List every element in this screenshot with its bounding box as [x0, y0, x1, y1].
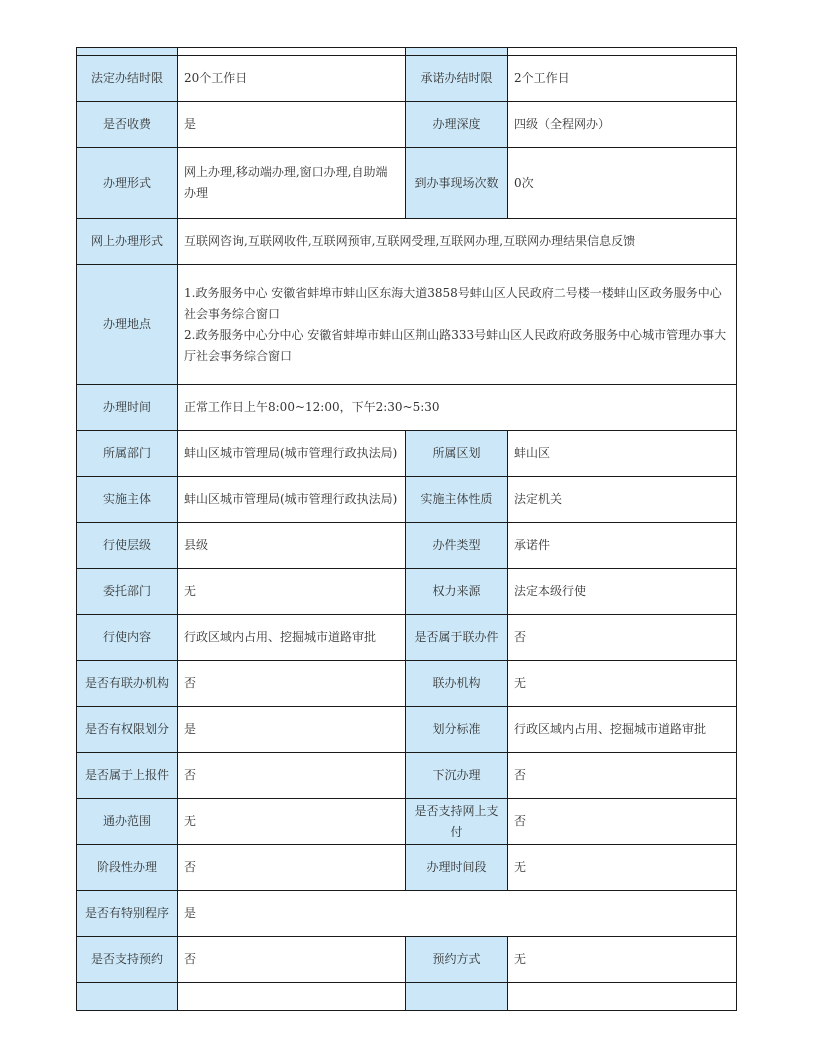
legal-time-limit-label: 法定办结时限: [77, 56, 178, 102]
table-row: [77, 753, 737, 799]
joint-org-question-label: 是否有联办机构: [77, 661, 178, 707]
general-scope-label: 通办范围: [77, 799, 178, 845]
table-row: [77, 385, 737, 431]
content-label: 行使内容: [77, 615, 178, 661]
table-row: [77, 477, 737, 523]
content-value: 行政区域内占用、挖掘城市道路审批: [178, 615, 406, 661]
general-scope-value: 无: [178, 799, 406, 845]
level-label: 行使层级: [77, 523, 178, 569]
label-cell: [406, 48, 508, 56]
online-pay-value: 否: [508, 799, 737, 845]
table-row: [77, 891, 737, 937]
table-row: [77, 661, 737, 707]
joint-org-label: 联办机构: [406, 661, 508, 707]
table-row: [77, 148, 737, 219]
fee-label: 是否收费: [77, 102, 178, 148]
joint-org-question-value: 否: [178, 661, 406, 707]
joint-case-label: 是否属于联办件: [406, 615, 508, 661]
online-form-label: 网上办理形式: [77, 219, 178, 265]
fee-value: 是: [178, 102, 406, 148]
table-row: [77, 219, 737, 265]
service-info-table: [76, 47, 737, 1011]
authority-division-value: 是: [178, 707, 406, 753]
label-cell: [77, 48, 178, 56]
location-label: 办理地点: [77, 265, 178, 385]
special-procedure-value: 是: [178, 891, 737, 937]
table-row: [77, 102, 737, 148]
subject-label: 实施主体: [77, 477, 178, 523]
promised-time-limit-value: 2个工作日: [508, 56, 737, 102]
district-value: 蚌山区: [508, 431, 737, 477]
sink-label: 下沉办理: [406, 753, 508, 799]
location-line: 1.政务服务中心 安徽省蚌埠市蚌山区东海大道3858号蚌山区人民政府二号楼一楼蚌山区政务服务中心社会事务综合窗口: [184, 285, 722, 321]
table-row: [77, 615, 737, 661]
promised-time-limit-label: 承诺办结时限: [406, 56, 508, 102]
entrusted-label: 委托部门: [77, 569, 178, 615]
table-row: [77, 707, 737, 753]
form-label: 办理形式: [77, 148, 178, 219]
special-procedure-label: 是否有特别程序: [77, 891, 178, 937]
label-cell: [406, 983, 508, 1011]
reserve-way-label: 预约方式: [406, 937, 508, 983]
table-row: [77, 937, 737, 983]
table-row: [77, 845, 737, 891]
location-value: [178, 265, 737, 385]
reserve-way-value: 无: [508, 937, 737, 983]
power-source-value: 法定本级行使: [508, 569, 737, 615]
table-row: [77, 48, 737, 56]
online-pay-label: 是否支持网上支付: [406, 799, 508, 845]
district-label: 所属区划: [406, 431, 508, 477]
value-cell: [178, 48, 406, 56]
division-standard-value: 行政区域内占用、挖掘城市道路审批: [508, 707, 737, 753]
reserve-label: 是否支持预约: [77, 937, 178, 983]
hours-label: 办理时间: [77, 385, 178, 431]
hours-value: 正常工作日上午8:00~12:00，下午2:30~5:30: [178, 385, 737, 431]
legal-time-limit-value: 20个工作日: [178, 56, 406, 102]
period-label: 办理时间段: [406, 845, 508, 891]
table-row: [77, 799, 737, 845]
label-cell: [77, 983, 178, 1011]
service-info-sheet: [76, 47, 736, 1010]
case-type-value: 承诺件: [508, 523, 737, 569]
case-type-label: 办件类型: [406, 523, 508, 569]
dept-label: 所属部门: [77, 431, 178, 477]
joint-case-value: 否: [508, 615, 737, 661]
table-row: [77, 431, 737, 477]
report-up-label: 是否属于上报件: [77, 753, 178, 799]
sink-value: 否: [508, 753, 737, 799]
value-cell: [508, 983, 737, 1011]
depth-label: 办理深度: [406, 102, 508, 148]
report-up-value: 否: [178, 753, 406, 799]
table-row: [77, 523, 737, 569]
value-cell: [178, 983, 406, 1011]
phased-value: 否: [178, 845, 406, 891]
online-form-value: 互联网咨询,互联网收件,互联网预审,互联网受理,互联网办理,互联网办理结果信息反馈: [178, 219, 737, 265]
period-value: 无: [508, 845, 737, 891]
dept-value: 蚌山区城市管理局(城市管理行政执法局): [178, 431, 406, 477]
joint-org-value: 无: [508, 661, 737, 707]
subject-nature-value: 法定机关: [508, 477, 737, 523]
reserve-value: 否: [178, 937, 406, 983]
visits-label: 到办事现场次数: [406, 148, 508, 219]
table-row: [77, 983, 737, 1011]
entrusted-value: 无: [178, 569, 406, 615]
visits-value: 0次: [508, 148, 737, 219]
value-cell: [508, 48, 737, 56]
location-line: 2.政务服务中心分中心 安徽省蚌埠市蚌山区荆山路333号蚌山区人民政府政务服务中心城市管理办事大厅社会事务综合窗口: [184, 327, 727, 363]
table-row: [77, 569, 737, 615]
level-value: 县级: [178, 523, 406, 569]
authority-division-label: 是否有权限划分: [77, 707, 178, 753]
division-standard-label: 划分标准: [406, 707, 508, 753]
power-source-label: 权力来源: [406, 569, 508, 615]
depth-value: 四级（全程网办）: [508, 102, 737, 148]
table-row: [77, 56, 737, 102]
phased-label: 阶段性办理: [77, 845, 178, 891]
form-value: 网上办理,移动端办理,窗口办理,自助端办理: [178, 148, 406, 219]
subject-nature-label: 实施主体性质: [406, 477, 508, 523]
subject-value: 蚌山区城市管理局(城市管理行政执法局): [178, 477, 406, 523]
table-row: [77, 265, 737, 385]
